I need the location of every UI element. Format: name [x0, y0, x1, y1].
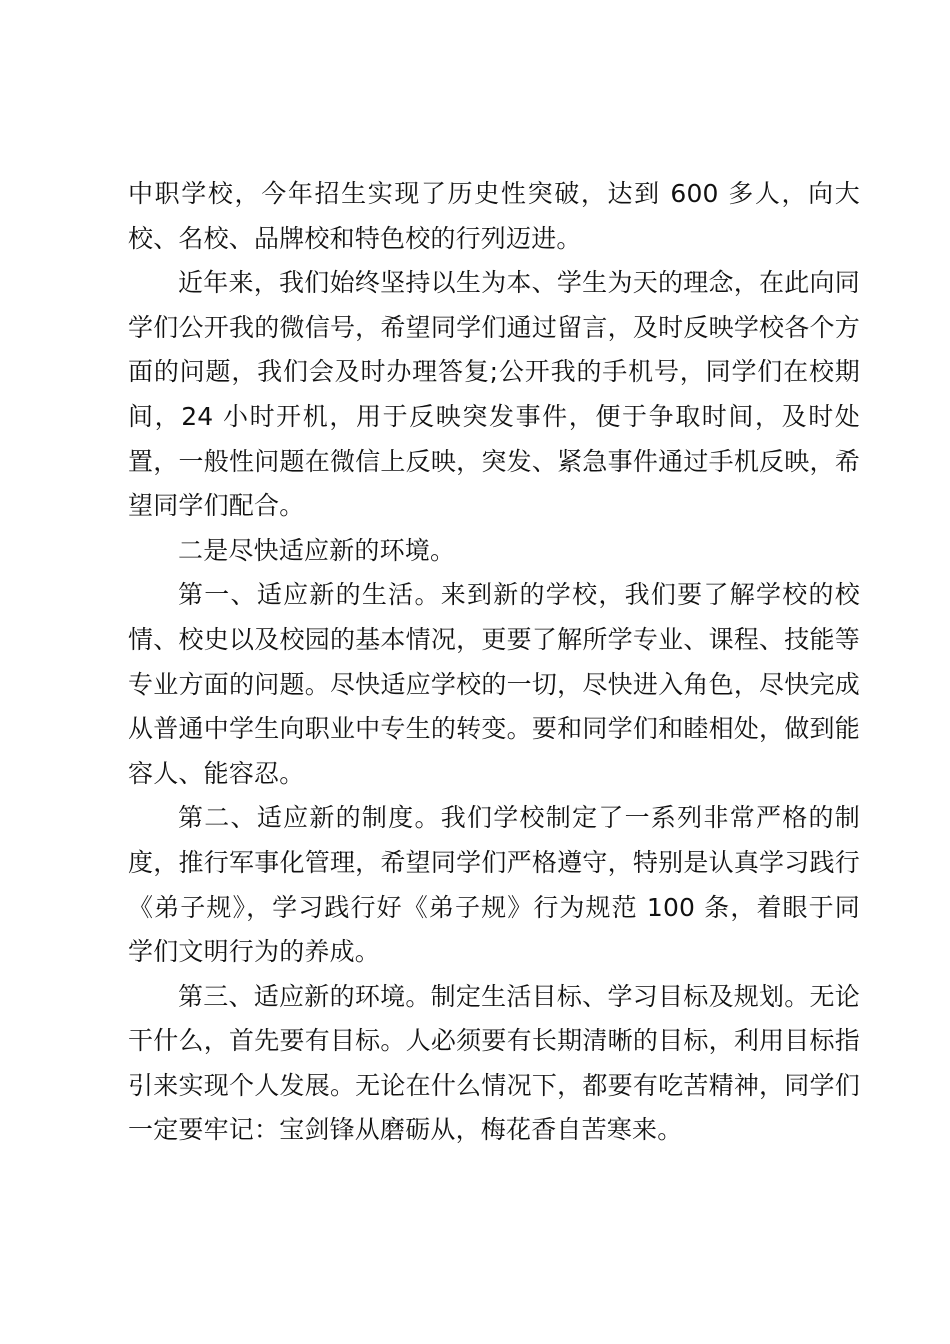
paragraph-adapt-life: 第一、适应新的生活。来到新的学校，我们要了解学校的校情、校史以及校园的基本情况，更要了解所学专业、课程、技能等专业方面的问题。尽快适应学校的一切，尽快进入角色，尽快完成从普通中学生向职业中专生的转变。要和同学们和睦相处，做到能容人、能容忍。	[128, 580, 860, 788]
section-heading-adapt: 二是尽快适应新的环境。	[178, 535, 456, 565]
paragraph-continuation: 中职学校，今年招生实现了历史性突破，达到 600 多人，向大校、名校、品牌校和特色校的行列迈进。	[128, 179, 860, 253]
paragraph-adapt-environment: 第三、适应新的环境。制定生活目标、学习目标及规划。无论干什么，首先要有目标。人必须要有长期清晰的目标，利用目标指引来实现个人发展。无论在什么情况下，都要有吃苦精神，同学们一定要牢记：宝剑锋从磨砺从，梅花香自苦寒来。	[128, 981, 860, 1145]
paragraph-student-first: 近年来，我们始终坚持以生为本、学生为天的理念，在此向同学们公开我的微信号，希望同学们通过留言，及时反映学校各个方面的问题，我们会及时办理答复;公开我的手机号，同学们在校期间，24 小时开机，用于反映突发事件，便于争取时间，及时处置，一般性问题在微信上反映，突发、紧急事件通过手机反映，希望同学们配合。	[128, 268, 860, 521]
paragraph-adapt-rules: 第二、适应新的制度。我们学校制定了一系列非常严格的制度，推行军事化管理，希望同学们严格遵守，特别是认真学习践行《弟子规》，学习践行好《弟子规》行为规范 100 条，着眼于同学们文明行为的养成。	[128, 803, 860, 967]
document-body	[128, 172, 860, 1153]
